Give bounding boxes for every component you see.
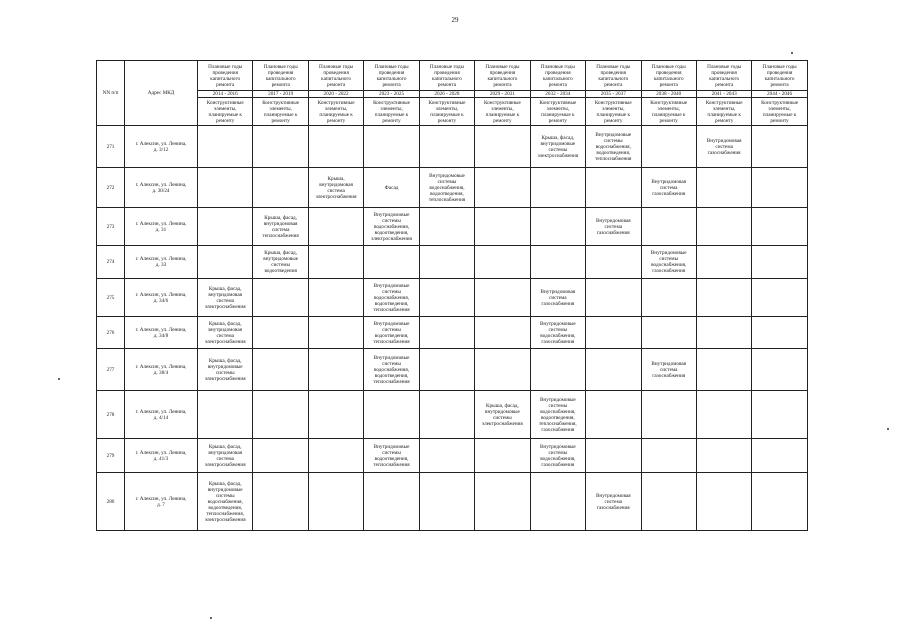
repair-elements-text: Крыша, фасад, внутридомовые системы электроснабжения bbox=[537, 134, 579, 159]
repair-elements-cell bbox=[752, 391, 807, 439]
row-number: 276 bbox=[97, 317, 125, 349]
repair-elements-cell bbox=[364, 349, 419, 391]
repair-elements-cell bbox=[641, 439, 696, 473]
repair-elements-cell bbox=[253, 473, 308, 531]
elements-subheader: Конструктивные элементы, планируемые к ремонту bbox=[198, 98, 253, 126]
repair-elements-text: Внутридомовые системы водоснабжения, водоотведения, теплоснабжения bbox=[428, 172, 466, 203]
repair-elements-cell bbox=[253, 391, 308, 439]
row-number: 279 bbox=[97, 439, 125, 473]
repair-elements-cell bbox=[586, 208, 641, 246]
repair-elements-cell bbox=[530, 168, 585, 208]
repair-elements-cell bbox=[696, 279, 751, 317]
repair-elements-cell bbox=[364, 208, 419, 246]
repair-elements-cell bbox=[641, 208, 696, 246]
repair-elements-cell bbox=[586, 349, 641, 391]
elements-subheader: Конструктивные элементы, планируемые к ремонту bbox=[586, 98, 641, 126]
repair-elements-cell bbox=[586, 168, 641, 208]
row-number: 274 bbox=[97, 246, 125, 279]
repair-elements-text: Крыша, фасад, внутридомовая система электроснабжения bbox=[204, 285, 246, 310]
row-number: 275 bbox=[97, 279, 125, 317]
repair-elements-cell bbox=[475, 349, 530, 391]
repair-elements-cell bbox=[696, 391, 751, 439]
repair-elements-cell bbox=[364, 391, 419, 439]
repair-elements-cell bbox=[530, 349, 585, 391]
repair-elements-cell bbox=[530, 317, 585, 349]
repair-elements-cell bbox=[364, 246, 419, 279]
repair-elements-cell bbox=[475, 391, 530, 439]
row-address-cell bbox=[125, 473, 198, 531]
repair-elements-cell bbox=[419, 439, 474, 473]
table-row bbox=[97, 473, 808, 531]
elements-subheader: Конструктивные элементы, планируемые к ремонту bbox=[419, 98, 474, 126]
repair-elements-cell bbox=[364, 439, 419, 473]
row-address: г. Алексин, ул. Ленина, д. 34/6 bbox=[135, 291, 187, 304]
repair-elements-cell bbox=[419, 349, 474, 391]
row-address-cell bbox=[125, 349, 198, 391]
repair-elements-cell bbox=[696, 473, 751, 531]
row-number: 278 bbox=[97, 391, 125, 439]
repair-elements-text: Внутридомовые системы водоснабжения, водоотведения, теплоснабжения bbox=[595, 131, 632, 162]
repair-elements-cell bbox=[641, 246, 696, 279]
repair-elements-cell bbox=[475, 439, 530, 473]
period-years: 2038 - 2040 bbox=[641, 91, 696, 98]
period-years: 2026 - 2028 bbox=[419, 91, 474, 98]
repair-elements-cell bbox=[475, 317, 530, 349]
table-body bbox=[97, 126, 808, 531]
repair-elements-cell bbox=[308, 208, 363, 246]
repair-elements-cell bbox=[641, 473, 696, 531]
elements-subheader: Конструктивные элементы, планируемые к ремонту bbox=[253, 98, 308, 126]
repair-elements-cell bbox=[198, 168, 253, 208]
row-number: 277 bbox=[97, 349, 125, 391]
repair-elements-cell bbox=[308, 279, 363, 317]
repair-elements-cell bbox=[308, 391, 363, 439]
table-row bbox=[97, 391, 808, 439]
repair-elements-cell bbox=[198, 126, 253, 168]
row-address: г. Алексин, ул. Ленина, д. 41/3 bbox=[135, 449, 187, 462]
period-title: Плановые годы проведения капитального ремонта bbox=[308, 61, 363, 91]
row-address: г. Алексин, ул. Ленина, д. 38/4 bbox=[135, 363, 187, 376]
repair-elements-cell bbox=[253, 208, 308, 246]
repair-elements-cell bbox=[475, 473, 530, 531]
repair-elements-text: Внутридомовые системы водоснабжения, водоотведения, теплоснабжения bbox=[373, 354, 410, 385]
row-address-cell bbox=[125, 317, 198, 349]
period-years: 2044 - 2046 bbox=[752, 91, 807, 98]
repair-elements-text: Внутридомовые системы водоснабжения, водоотведения, электроснабжения bbox=[371, 211, 412, 242]
repair-elements-text: Крыша, фасад, внутридомовая система электроснабжения bbox=[204, 443, 246, 468]
table-row bbox=[97, 349, 808, 391]
repair-elements-cell bbox=[696, 246, 751, 279]
elements-subheader: Конструктивные элементы, планируемые к ремонту bbox=[475, 98, 530, 126]
repair-elements-cell bbox=[586, 317, 641, 349]
row-number: 280 bbox=[97, 473, 125, 531]
period-title: Плановые годы проведения капитального ремонта bbox=[530, 61, 585, 91]
scan-speck bbox=[58, 378, 60, 380]
repair-elements-cell bbox=[696, 317, 751, 349]
repair-elements-cell bbox=[586, 279, 641, 317]
repair-elements-cell bbox=[253, 279, 308, 317]
repair-elements-cell bbox=[308, 473, 363, 531]
repair-elements-cell bbox=[752, 246, 807, 279]
scan-speck bbox=[210, 617, 212, 619]
elements-subheader: Конструктивные элементы, планируемые к ремонту bbox=[752, 98, 807, 126]
repair-elements-cell bbox=[308, 317, 363, 349]
repair-elements-cell bbox=[752, 208, 807, 246]
period-years: 2017 - 2019 bbox=[253, 91, 308, 98]
repair-elements-text: Фасад bbox=[384, 184, 399, 191]
row-address-cell bbox=[125, 246, 198, 279]
repair-elements-text: Крыша, внутридомовая система электроснабжения bbox=[315, 175, 357, 200]
row-address: г. Алексин, ул. Ленина, д. 34/8 bbox=[135, 326, 187, 339]
row-address: г. Алексин, ул. Ленина, д. 33 bbox=[135, 256, 187, 268]
table-row bbox=[97, 279, 808, 317]
repair-elements-text: Внутридомовая система газоснабжения bbox=[651, 178, 687, 197]
repair-elements-text: Внутридомовые системы водоснабжения, водоотведения, теплоснабжения, газоснабжения bbox=[539, 396, 577, 433]
repair-elements-cell bbox=[586, 126, 641, 168]
header-row-years bbox=[97, 91, 808, 98]
period-title: Плановые годы проведения капитального ремонта bbox=[419, 61, 474, 91]
repair-elements-cell bbox=[586, 473, 641, 531]
row-address-cell bbox=[125, 279, 198, 317]
period-title: Плановые годы проведения капитального ремонта bbox=[475, 61, 530, 91]
repair-elements-cell bbox=[696, 208, 751, 246]
repair-elements-cell bbox=[641, 391, 696, 439]
scan-speck bbox=[887, 428, 889, 430]
period-title: Плановые годы проведения капитального ремонта bbox=[641, 61, 696, 91]
repair-elements-text: Внутридомовая система газоснабжения bbox=[540, 288, 576, 307]
repair-elements-cell bbox=[364, 473, 419, 531]
period-years: 2020 - 2022 bbox=[308, 91, 363, 98]
repair-elements-cell bbox=[364, 317, 419, 349]
repair-elements-cell bbox=[696, 349, 751, 391]
repair-elements-cell bbox=[364, 168, 419, 208]
repair-elements-cell bbox=[530, 473, 585, 531]
row-address: г. Алексин, ул. Ленина, д. 3/12 bbox=[135, 140, 187, 153]
period-title: Плановые годы проведения капитального ремонта bbox=[253, 61, 308, 91]
period-years: 2035 - 2037 bbox=[586, 91, 641, 98]
repair-elements-cell bbox=[419, 246, 474, 279]
repair-elements-cell bbox=[752, 126, 807, 168]
repair-elements-cell bbox=[419, 473, 474, 531]
repair-elements-cell bbox=[696, 126, 751, 168]
row-address: г. Алексин, ул. Ленина, д. 30/24 bbox=[135, 181, 187, 194]
row-address-cell bbox=[125, 391, 198, 439]
table-row bbox=[97, 126, 808, 168]
capital-repair-table bbox=[96, 60, 808, 531]
elements-subheader: Конструктивные элементы, планируемые к ремонту bbox=[530, 98, 585, 126]
repair-elements-cell bbox=[530, 126, 585, 168]
repair-elements-cell bbox=[419, 208, 474, 246]
repair-elements-cell bbox=[419, 279, 474, 317]
repair-elements-cell bbox=[641, 349, 696, 391]
repair-elements-cell bbox=[419, 168, 474, 208]
elements-subheader: Конструктивные элементы, планируемые к ремонту bbox=[641, 98, 696, 126]
repair-elements-cell bbox=[253, 246, 308, 279]
repair-elements-cell bbox=[198, 473, 253, 531]
repair-elements-text: Внутридомовые системы водоотведения, теплоснабжения bbox=[373, 443, 410, 468]
column-header-address: Адрес МКД bbox=[125, 61, 198, 126]
repair-elements-cell bbox=[475, 279, 530, 317]
repair-elements-text: Внутридомовые системы водоснабжения, газоснабжения bbox=[539, 443, 576, 468]
repair-elements-cell bbox=[364, 126, 419, 168]
period-title: Плановые годы проведения капитального ремонта bbox=[364, 61, 419, 91]
period-title: Плановые годы проведения капитального ремонта bbox=[198, 61, 253, 91]
repair-elements-cell bbox=[752, 349, 807, 391]
repair-elements-text: Внутридомовая система газоснабжения bbox=[595, 217, 631, 236]
repair-elements-text: Крыша, фасад, внутридомовые системы электроснабжения bbox=[482, 402, 523, 427]
repair-elements-cell bbox=[586, 246, 641, 279]
period-title: Плановые годы проведения капитального ремонта bbox=[696, 61, 751, 91]
repair-elements-cell bbox=[419, 317, 474, 349]
repair-elements-cell bbox=[641, 168, 696, 208]
table-row bbox=[97, 168, 808, 208]
repair-elements-cell bbox=[752, 473, 807, 531]
repair-elements-cell bbox=[641, 126, 696, 168]
repair-elements-cell bbox=[198, 349, 253, 391]
repair-elements-cell bbox=[253, 126, 308, 168]
repair-elements-text: Крыша, фасад, внутридомовые системы водоотведения bbox=[263, 250, 299, 274]
repair-elements-cell bbox=[696, 439, 751, 473]
period-years: 2029 - 2031 bbox=[475, 91, 530, 98]
row-address: г. Алексин, ул. Ленина, д. 4/14 bbox=[135, 408, 187, 421]
period-years: 2032 - 2034 bbox=[530, 91, 585, 98]
page-number: 29 bbox=[451, 16, 459, 24]
row-number: 273 bbox=[97, 208, 125, 246]
row-address-cell bbox=[125, 168, 198, 208]
table-row bbox=[97, 246, 808, 279]
repair-elements-text: Крыша, фасад, внутридомовая система теплоснабжения bbox=[262, 214, 299, 239]
repair-elements-cell bbox=[475, 126, 530, 168]
repair-elements-cell bbox=[253, 349, 308, 391]
repair-elements-cell bbox=[586, 439, 641, 473]
period-years: 2014 - 2016 bbox=[198, 91, 253, 98]
repair-elements-cell bbox=[308, 439, 363, 473]
table-row bbox=[97, 317, 808, 349]
repair-elements-cell bbox=[198, 439, 253, 473]
repair-elements-cell bbox=[253, 317, 308, 349]
row-address: г. Алексин, ул. Ленина, д. 7 bbox=[135, 495, 187, 508]
repair-elements-cell bbox=[641, 317, 696, 349]
repair-elements-cell bbox=[308, 126, 363, 168]
period-years: 2023 - 2025 bbox=[364, 91, 419, 98]
repair-elements-text: Внутридомовая система газоснабжения bbox=[595, 492, 631, 511]
repair-elements-cell bbox=[308, 168, 363, 208]
repair-elements-cell bbox=[530, 246, 585, 279]
repair-elements-cell bbox=[198, 246, 253, 279]
repair-elements-cell bbox=[419, 391, 474, 439]
repair-elements-cell bbox=[198, 391, 253, 439]
repair-elements-text: Крыша, фасад, внутридомовые системы электроснабжения bbox=[204, 357, 246, 382]
repair-elements-text: Крыша, фасад, внутридомовые системы водоснабжения, водоотведения, теплоснабжения, электроснабжения bbox=[204, 480, 246, 523]
repair-elements-cell bbox=[752, 439, 807, 473]
elements-subheader: Конструктивные элементы, планируемые к ремонту bbox=[308, 98, 363, 126]
table-row bbox=[97, 208, 808, 246]
repair-elements-cell bbox=[308, 246, 363, 279]
repair-elements-cell bbox=[752, 317, 807, 349]
scan-speck bbox=[791, 52, 793, 54]
repair-elements-text: Внутридомовые системы водоотведения, теплоснабжения bbox=[373, 320, 410, 345]
header-row-elements bbox=[97, 98, 808, 126]
repair-elements-cell bbox=[475, 246, 530, 279]
repair-elements-cell bbox=[641, 279, 696, 317]
repair-elements-cell bbox=[419, 126, 474, 168]
repair-elements-text: Внутридомовая система газоснабжения bbox=[706, 137, 742, 156]
elements-subheader: Конструктивные элементы, планируемые к ремонту bbox=[364, 98, 419, 126]
repair-elements-text: Внутридомовые системы водоснабжения, водоотведения, теплоснабжения bbox=[373, 282, 410, 313]
elements-subheader: Конструктивные элементы, планируемые к ремонту bbox=[696, 98, 751, 126]
repair-elements-cell bbox=[308, 349, 363, 391]
row-address-cell bbox=[125, 439, 198, 473]
period-title: Плановые годы проведения капитального ремонта bbox=[752, 61, 807, 91]
repair-elements-text: Крыша, фасад, внутридомовая система электроснабжения bbox=[204, 320, 246, 345]
repair-elements-cell bbox=[530, 391, 585, 439]
repair-elements-cell bbox=[253, 168, 308, 208]
repair-elements-cell bbox=[475, 168, 530, 208]
repair-elements-text: Внутридомовая система газоснабжения bbox=[651, 360, 687, 379]
repair-elements-cell bbox=[530, 279, 585, 317]
row-address: г. Алексин, ул. Ленина, д. 31 bbox=[135, 220, 187, 233]
header-row-period-titles bbox=[97, 61, 808, 91]
repair-elements-cell bbox=[752, 168, 807, 208]
period-years: 2041 - 2043 bbox=[696, 91, 751, 98]
repair-elements-cell bbox=[530, 208, 585, 246]
row-number: 271 bbox=[97, 126, 125, 168]
repair-elements-text: Внутридомовые системы водоснабжения, газоснабжения bbox=[539, 320, 576, 345]
repair-elements-cell bbox=[253, 439, 308, 473]
table-row bbox=[97, 439, 808, 473]
repair-elements-cell bbox=[586, 391, 641, 439]
repair-elements-cell bbox=[752, 279, 807, 317]
row-address-cell bbox=[125, 208, 198, 246]
column-header-number: NN п/п bbox=[97, 61, 125, 126]
repair-elements-text: Внутридомовые системы водоснабжения, газоснабжения bbox=[650, 250, 687, 274]
repair-elements-cell bbox=[530, 439, 585, 473]
repair-elements-cell bbox=[198, 208, 253, 246]
repair-elements-cell bbox=[696, 168, 751, 208]
repair-elements-cell bbox=[475, 208, 530, 246]
repair-elements-cell bbox=[364, 279, 419, 317]
row-address-cell bbox=[125, 126, 198, 168]
period-title: Плановые годы проведения капитального ремонта bbox=[586, 61, 641, 91]
repair-elements-cell bbox=[198, 317, 253, 349]
repair-elements-cell bbox=[198, 279, 253, 317]
row-number: 272 bbox=[97, 168, 125, 208]
